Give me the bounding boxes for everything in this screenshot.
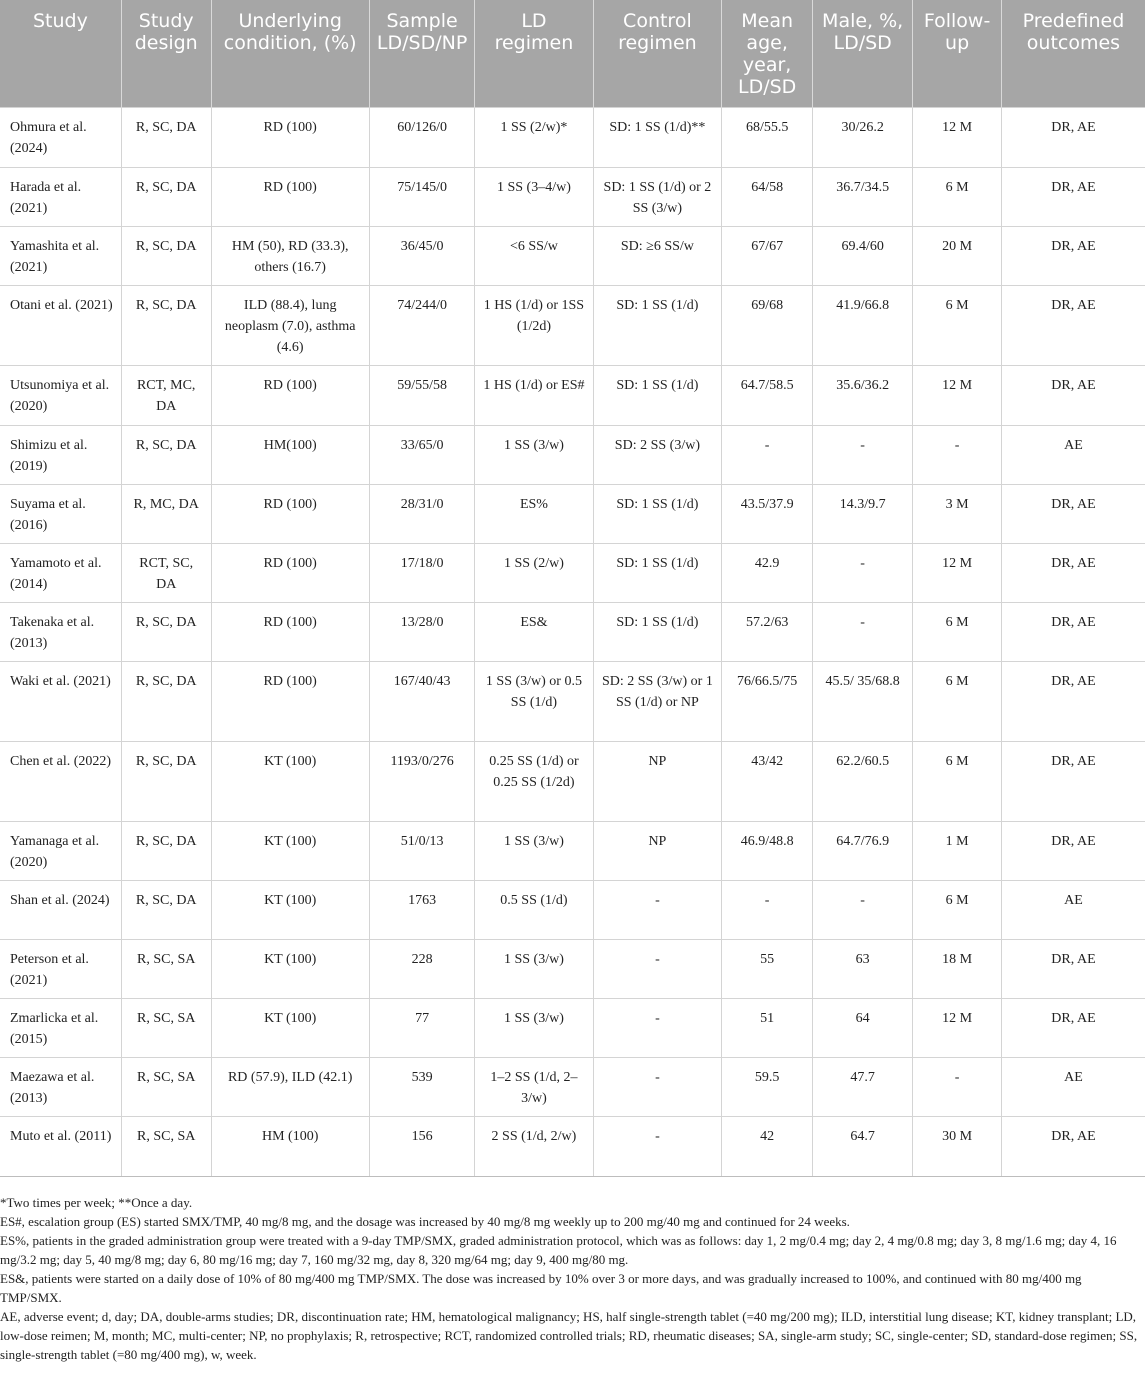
cell-outcomes: DR, AE [1001, 107, 1145, 167]
cell-control: SD: 1 SS (1/d)** [593, 107, 722, 167]
footnote: ES#, escalation group (ES) started SMX/TMP, 40 mg/8 mg, and the dosage was increased by 40 mg/8 mg weekly up to 200 mg/40 mg and continued for 24 weeks. [0, 1214, 850, 1229]
cell-study: Yamashita et al. (2021) [0, 226, 121, 285]
column-header: Study design [121, 0, 211, 107]
table-body [0, 107, 1145, 1176]
cell-condition: ILD (88.4), lung neoplasm (7.0), asthma (4.6) [211, 285, 369, 365]
cell-followup: 6 M [913, 880, 1002, 939]
cell-ld: 1 SS (2/w)* [475, 107, 593, 167]
cell-condition: RD (100) [211, 543, 369, 602]
cell-study: Yamamoto et al. (2014) [0, 543, 121, 602]
cell-study: Otani et al. (2021) [0, 285, 121, 365]
cell-design: R, SC, SA [121, 939, 211, 998]
cell-control: - [593, 1116, 722, 1176]
cell-ld: 1 SS (3/w) [475, 998, 593, 1057]
cell-male: 63 [813, 939, 913, 998]
cell-condition: KT (100) [211, 939, 369, 998]
cell-control: SD: 1 SS (1/d) or 2 SS (3/w) [593, 167, 722, 226]
cell-control: - [593, 939, 722, 998]
cell-control: SD: 2 SS (3/w) [593, 425, 722, 484]
cell-condition: KT (100) [211, 880, 369, 939]
cell-study: Utsunomiya et al. (2020) [0, 365, 121, 425]
cell-outcomes: AE [1001, 880, 1145, 939]
cell-followup: 6 M [913, 661, 1002, 741]
cell-outcomes: DR, AE [1001, 167, 1145, 226]
cell-age: 42.9 [722, 543, 813, 602]
cell-condition: RD (100) [211, 365, 369, 425]
cell-male: 41.9/66.8 [813, 285, 913, 365]
cell-ld: 1 SS (3/w) [475, 425, 593, 484]
cell-sample: 33/65/0 [369, 425, 475, 484]
cell-outcomes: DR, AE [1001, 602, 1145, 661]
cell-ld: 1 SS (3/w) [475, 821, 593, 880]
cell-design: R, SC, DA [121, 425, 211, 484]
cell-age: 68/55.5 [722, 107, 813, 167]
cell-age: - [722, 880, 813, 939]
cell-condition: RD (100) [211, 602, 369, 661]
cell-male: - [813, 602, 913, 661]
table-row [0, 939, 1145, 998]
cell-outcomes: DR, AE [1001, 939, 1145, 998]
footnote: ES%, patients in the graded administration group were treated with a 9-day TMP/SMX, graded administration protocol, which was as follows: day 1, 2 mg/0.4 mg; day 2, 4 mg/0.8 mg; day 3, 8 mg/1.6 mg; day 4, 16 mg/3.2 mg; day 5, 40 mg/8 mg; day 6, 80 mg/16 mg; day 7, 160 mg/32 mg, day 8, 320 mg/64 mg; day 9, 400 mg/80 mg. [0, 1233, 1117, 1267]
table-row [0, 543, 1145, 602]
cell-ld: 1 SS (2/w) [475, 543, 593, 602]
cell-study: Shimizu et al. (2019) [0, 425, 121, 484]
cell-outcomes: DR, AE [1001, 1116, 1145, 1176]
cell-sample: 167/40/43 [369, 661, 475, 741]
cell-sample: 13/28/0 [369, 602, 475, 661]
cell-age: 67/67 [722, 226, 813, 285]
cell-design: R, SC, DA [121, 602, 211, 661]
cell-design: R, SC, SA [121, 1116, 211, 1176]
cell-condition: RD (57.9), ILD (42.1) [211, 1057, 369, 1116]
table-row [0, 880, 1145, 939]
cell-ld: 0.5 SS (1/d) [475, 880, 593, 939]
cell-control: SD: 1 SS (1/d) [593, 365, 722, 425]
cell-control: NP [593, 741, 722, 821]
table-row [0, 602, 1145, 661]
cell-sample: 60/126/0 [369, 107, 475, 167]
cell-sample: 228 [369, 939, 475, 998]
cell-age: 64.7/58.5 [722, 365, 813, 425]
cell-study: Peterson et al. (2021) [0, 939, 121, 998]
cell-design: RCT, SC, DA [121, 543, 211, 602]
cell-condition: RD (100) [211, 484, 369, 543]
cell-study: Chen et al. (2022) [0, 741, 121, 821]
cell-male: 62.2/60.5 [813, 741, 913, 821]
cell-ld: ES& [475, 602, 593, 661]
cell-control: SD: 1 SS (1/d) [593, 285, 722, 365]
cell-male: 69.4/60 [813, 226, 913, 285]
cell-male: 64 [813, 998, 913, 1057]
cell-outcomes: DR, AE [1001, 821, 1145, 880]
footnote: *Two times per week; **Once a day. [0, 1195, 193, 1210]
cell-condition: KT (100) [211, 821, 369, 880]
cell-condition: HM (50), RD (33.3), others (16.7) [211, 226, 369, 285]
cell-study: Zmarlicka et al. (2015) [0, 998, 121, 1057]
cell-outcomes: DR, AE [1001, 285, 1145, 365]
cell-outcomes: DR, AE [1001, 998, 1145, 1057]
table-row [0, 1057, 1145, 1116]
table-row [0, 425, 1145, 484]
cell-sample: 1763 [369, 880, 475, 939]
cell-control: SD: 1 SS (1/d) [593, 602, 722, 661]
table-row [0, 107, 1145, 167]
table-row [0, 998, 1145, 1057]
cell-male: 36.7/34.5 [813, 167, 913, 226]
cell-outcomes: DR, AE [1001, 741, 1145, 821]
cell-control: - [593, 998, 722, 1057]
cell-outcomes: DR, AE [1001, 661, 1145, 741]
cell-followup: 6 M [913, 285, 1002, 365]
cell-control: - [593, 1057, 722, 1116]
cell-ld: 1–2 SS (1/d, 2–3/w) [475, 1057, 593, 1116]
cell-male: 64.7 [813, 1116, 913, 1176]
cell-sample: 156 [369, 1116, 475, 1176]
cell-design: R, SC, DA [121, 107, 211, 167]
cell-ld: ES% [475, 484, 593, 543]
cell-ld: 1 SS (3/w) or 0.5 SS (1/d) [475, 661, 593, 741]
cell-design: R, MC, DA [121, 484, 211, 543]
cell-outcomes: DR, AE [1001, 543, 1145, 602]
column-header: LD regimen [475, 0, 593, 107]
cell-age: 59.5 [722, 1057, 813, 1116]
table-row [0, 226, 1145, 285]
cell-followup: 20 M [913, 226, 1002, 285]
cell-sample: 74/244/0 [369, 285, 475, 365]
cell-ld: 1 SS (3/w) [475, 939, 593, 998]
column-header: Predefined outcomes [1001, 0, 1145, 107]
cell-male: - [813, 543, 913, 602]
cell-age: 43.5/37.9 [722, 484, 813, 543]
cell-male: 64.7/76.9 [813, 821, 913, 880]
cell-condition: RD (100) [211, 661, 369, 741]
cell-design: R, SC, SA [121, 998, 211, 1057]
cell-outcomes: DR, AE [1001, 484, 1145, 543]
cell-control: NP [593, 821, 722, 880]
table-row [0, 661, 1145, 741]
column-header: Study [0, 0, 121, 107]
cell-condition: RD (100) [211, 167, 369, 226]
cell-design: R, SC, DA [121, 741, 211, 821]
cell-followup: 12 M [913, 543, 1002, 602]
cell-sample: 59/55/58 [369, 365, 475, 425]
cell-design: R, SC, DA [121, 167, 211, 226]
cell-sample: 1193/0/276 [369, 741, 475, 821]
cell-followup: 30 M [913, 1116, 1002, 1176]
column-header: Sample LD/SD/NP [369, 0, 475, 107]
cell-ld: 2 SS (1/d, 2/w) [475, 1116, 593, 1176]
cell-male: 14.3/9.7 [813, 484, 913, 543]
footnote: AE, adverse event; d, day; DA, double-arms studies; DR, discontinuation rate; HM, hematological malignancy; HS, half single-strength tablet (=40 mg/200 mg); ILD, interstitial lung disease; KT, kidney transplant; LD, low-dose reimen; M, month; MC, multi-center; NP, no prophylaxis; R, retrospective; RCT, randomized controlled trials; RD, rheumatic diseases; SA, single-arm study; SC, single-center; SD, standard-dose regimen; SS, single-strength tablet (=80 mg/400 mg), w, week. [0, 1309, 1138, 1362]
cell-age: 43/42 [722, 741, 813, 821]
cell-age: 51 [722, 998, 813, 1057]
cell-study: Harada et al. (2021) [0, 167, 121, 226]
cell-design: R, SC, DA [121, 880, 211, 939]
cell-followup: 12 M [913, 107, 1002, 167]
cell-outcomes: AE [1001, 425, 1145, 484]
cell-followup: 18 M [913, 939, 1002, 998]
cell-followup: 6 M [913, 602, 1002, 661]
table-row [0, 365, 1145, 425]
cell-male: 45.5/ 35/68.8 [813, 661, 913, 741]
cell-ld: <6 SS/w [475, 226, 593, 285]
cell-male: - [813, 425, 913, 484]
table-footnotes [0, 1193, 1140, 1364]
cell-age: 42 [722, 1116, 813, 1176]
cell-design: R, SC, DA [121, 821, 211, 880]
cell-control: SD: ≥6 SS/w [593, 226, 722, 285]
cell-design: R, SC, DA [121, 661, 211, 741]
cell-followup: - [913, 1057, 1002, 1116]
cell-sample: 51/0/13 [369, 821, 475, 880]
cell-condition: KT (100) [211, 741, 369, 821]
cell-followup: 6 M [913, 167, 1002, 226]
cell-study: Maezawa et al. (2013) [0, 1057, 121, 1116]
cell-outcomes: DR, AE [1001, 226, 1145, 285]
cell-sample: 77 [369, 998, 475, 1057]
column-header: Follow-up [913, 0, 1002, 107]
table-header-row [0, 0, 1145, 107]
cell-age: - [722, 425, 813, 484]
cell-sample: 75/145/0 [369, 167, 475, 226]
cell-outcomes: AE [1001, 1057, 1145, 1116]
table-row [0, 1116, 1145, 1176]
cell-age: 64/58 [722, 167, 813, 226]
cell-age: 46.9/48.8 [722, 821, 813, 880]
cell-age: 57.2/63 [722, 602, 813, 661]
table-row [0, 821, 1145, 880]
cell-control: - [593, 880, 722, 939]
cell-age: 76/66.5/75 [722, 661, 813, 741]
cell-male: 30/26.2 [813, 107, 913, 167]
cell-control: SD: 2 SS (3/w) or 1 SS (1/d) or NP [593, 661, 722, 741]
cell-followup: 1 M [913, 821, 1002, 880]
cell-condition: HM (100) [211, 1116, 369, 1176]
cell-ld: 1 HS (1/d) or ES# [475, 365, 593, 425]
cell-study: Yamanaga et al. (2020) [0, 821, 121, 880]
cell-study: Takenaka et al. (2013) [0, 602, 121, 661]
column-header: Mean age, year, LD/SD [722, 0, 813, 107]
cell-ld: 1 SS (3–4/w) [475, 167, 593, 226]
cell-followup: 6 M [913, 741, 1002, 821]
cell-design: R, SC, DA [121, 226, 211, 285]
table-row [0, 741, 1145, 821]
cell-male: 47.7 [813, 1057, 913, 1116]
table-row [0, 285, 1145, 365]
cell-design: R, SC, DA [121, 285, 211, 365]
column-header: Control regimen [593, 0, 722, 107]
column-header: Male, %, LD/SD [813, 0, 913, 107]
cell-condition: RD (100) [211, 107, 369, 167]
cell-sample: 36/45/0 [369, 226, 475, 285]
cell-design: R, SC, SA [121, 1057, 211, 1116]
cell-sample: 17/18/0 [369, 543, 475, 602]
cell-study: Ohmura et al. (2024) [0, 107, 121, 167]
table-row [0, 167, 1145, 226]
cell-condition: HM(100) [211, 425, 369, 484]
cell-study: Shan et al. (2024) [0, 880, 121, 939]
cell-sample: 28/31/0 [369, 484, 475, 543]
cell-followup: 12 M [913, 998, 1002, 1057]
table-row [0, 484, 1145, 543]
cell-sample: 539 [369, 1057, 475, 1116]
cell-age: 55 [722, 939, 813, 998]
cell-followup: - [913, 425, 1002, 484]
cell-ld: 0.25 SS (1/d) or 0.25 SS (1/2d) [475, 741, 593, 821]
cell-study: Suyama et al. (2016) [0, 484, 121, 543]
cell-male: 35.6/36.2 [813, 365, 913, 425]
cell-study: Waki et al. (2021) [0, 661, 121, 741]
cell-control: SD: 1 SS (1/d) [593, 484, 722, 543]
cell-followup: 3 M [913, 484, 1002, 543]
cell-age: 69/68 [722, 285, 813, 365]
cell-male: - [813, 880, 913, 939]
cell-design: RCT, MC, DA [121, 365, 211, 425]
cell-study: Muto et al. (2011) [0, 1116, 121, 1176]
cell-followup: 12 M [913, 365, 1002, 425]
cell-ld: 1 HS (1/d) or 1SS (1/2d) [475, 285, 593, 365]
cell-control: SD: 1 SS (1/d) [593, 543, 722, 602]
column-header: Underlying condition, (%) [211, 0, 369, 107]
cell-outcomes: DR, AE [1001, 365, 1145, 425]
cell-condition: KT (100) [211, 998, 369, 1057]
footnote: ES&, patients were started on a daily dose of 10% of 80 mg/400 mg TMP/SMX. The dose was increased by 10% over 3 or more days, and was gradually increased to 100%, and continued with 80 mg/400 mg TMP/SMX. [0, 1271, 1082, 1305]
